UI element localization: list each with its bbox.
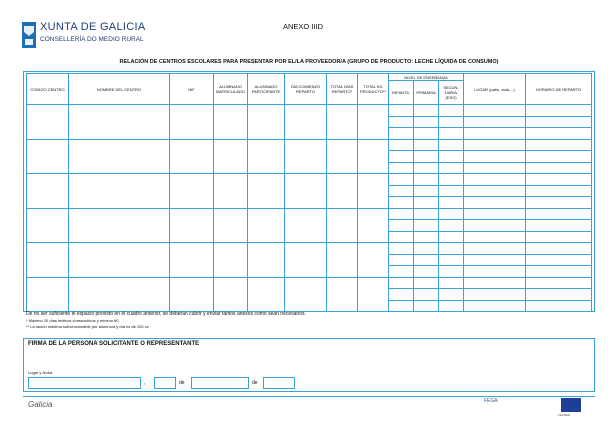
place-date-label: Lugar y fecha bbox=[28, 370, 53, 375]
month-field[interactable] bbox=[191, 377, 249, 389]
table-cell[interactable] bbox=[69, 139, 170, 174]
annex-title: ANEXO IIID bbox=[283, 22, 324, 31]
table-cell[interactable] bbox=[439, 231, 464, 243]
table-cell[interactable] bbox=[414, 174, 439, 186]
table-cell[interactable] bbox=[69, 105, 170, 140]
table-cell[interactable] bbox=[464, 220, 526, 232]
table-cell[interactable] bbox=[285, 277, 327, 312]
table-cell[interactable] bbox=[439, 266, 464, 278]
table-cell[interactable] bbox=[526, 151, 592, 163]
table-cell[interactable] bbox=[464, 128, 526, 140]
table-cell[interactable] bbox=[327, 105, 358, 140]
table-cell[interactable] bbox=[414, 185, 439, 197]
table-cell[interactable] bbox=[439, 139, 464, 151]
table-cell[interactable] bbox=[69, 208, 170, 243]
table-cell[interactable] bbox=[439, 162, 464, 174]
table-cell[interactable] bbox=[389, 116, 414, 128]
table-cell[interactable] bbox=[526, 197, 592, 209]
table-cell[interactable] bbox=[464, 105, 526, 117]
table-cell[interactable] bbox=[248, 243, 285, 278]
table-cell[interactable] bbox=[389, 266, 414, 278]
centers-table bbox=[26, 73, 592, 312]
table-cell[interactable] bbox=[358, 105, 389, 140]
col-dia-comienzo: DÍA COMIENZO REPARTO bbox=[285, 74, 327, 105]
table-cell[interactable] bbox=[464, 174, 526, 186]
table-cell[interactable] bbox=[414, 300, 439, 312]
table-row bbox=[27, 139, 592, 151]
xunta-logo-icon bbox=[22, 22, 36, 48]
col-nombre: NOMBRE DEL CENTRO bbox=[69, 74, 170, 105]
galicia-logo: Galicia bbox=[28, 400, 53, 409]
table-cell[interactable] bbox=[464, 162, 526, 174]
table-cell[interactable] bbox=[248, 174, 285, 209]
col-primaria: PRIMARIA bbox=[414, 81, 439, 105]
table-cell[interactable] bbox=[414, 266, 439, 278]
table-cell[interactable] bbox=[248, 208, 285, 243]
table-cell[interactable] bbox=[27, 105, 69, 140]
table-cell[interactable] bbox=[389, 220, 414, 232]
table-cell[interactable] bbox=[69, 277, 170, 312]
table-cell[interactable] bbox=[389, 174, 414, 186]
table-cell[interactable] bbox=[285, 243, 327, 278]
table-cell[interactable] bbox=[414, 208, 439, 220]
table-cell[interactable] bbox=[248, 139, 285, 174]
table-cell[interactable] bbox=[214, 208, 248, 243]
table-cell[interactable] bbox=[439, 277, 464, 289]
table-cell[interactable] bbox=[327, 277, 358, 312]
col-alumnado-matriculado: ALUMNADO MATRICULADO bbox=[214, 74, 248, 105]
table-cell[interactable] bbox=[69, 243, 170, 278]
table-cell[interactable] bbox=[464, 277, 526, 289]
table-cell[interactable] bbox=[526, 208, 592, 220]
table-cell[interactable] bbox=[526, 105, 592, 117]
table-cell[interactable] bbox=[464, 116, 526, 128]
table-cell[interactable] bbox=[464, 300, 526, 312]
fega-logo: FEGA bbox=[484, 398, 498, 404]
table-cell[interactable] bbox=[214, 174, 248, 209]
form-title: RELACIÓN DE CENTROS ESCOLARES PARA PRESENTAR POR EL/LA PROVEEDOR/A (GRUPO DE PRODUCTO: LECHE LÍQUIDA DE CONSUMO) bbox=[119, 59, 499, 65]
table-cell[interactable] bbox=[439, 289, 464, 301]
table-cell[interactable] bbox=[327, 208, 358, 243]
table-row bbox=[27, 174, 592, 186]
table-cell[interactable] bbox=[389, 105, 414, 117]
table-cell[interactable] bbox=[214, 277, 248, 312]
table-cell[interactable] bbox=[439, 243, 464, 255]
table-cell[interactable] bbox=[414, 289, 439, 301]
year-field[interactable] bbox=[263, 377, 295, 389]
org-name: XUNTA DE GALICIA bbox=[40, 21, 146, 33]
footer-divider bbox=[23, 396, 595, 397]
table-cell[interactable] bbox=[464, 139, 526, 151]
table-cell[interactable] bbox=[27, 243, 69, 278]
table-cell[interactable] bbox=[526, 162, 592, 174]
table-cell[interactable] bbox=[439, 128, 464, 140]
table-cell[interactable] bbox=[439, 197, 464, 209]
place-field[interactable] bbox=[28, 377, 141, 389]
table-row bbox=[27, 243, 592, 255]
table-cell[interactable] bbox=[358, 243, 389, 278]
table-cell[interactable] bbox=[327, 174, 358, 209]
table-cell[interactable] bbox=[27, 208, 69, 243]
table-cell[interactable] bbox=[526, 231, 592, 243]
table-cell[interactable] bbox=[358, 208, 389, 243]
table-cell[interactable] bbox=[526, 185, 592, 197]
table-cell[interactable] bbox=[526, 220, 592, 232]
table-cell[interactable] bbox=[389, 300, 414, 312]
table-cell[interactable] bbox=[170, 208, 214, 243]
table-cell[interactable] bbox=[414, 116, 439, 128]
table-cell[interactable] bbox=[526, 174, 592, 186]
table-cell[interactable] bbox=[526, 116, 592, 128]
table-cell[interactable] bbox=[464, 254, 526, 266]
col-total-dias: TOTAL DÍAS REPARTO* bbox=[327, 74, 358, 105]
table-cell[interactable] bbox=[439, 185, 464, 197]
eu-flag-icon bbox=[561, 398, 581, 412]
table-cell[interactable] bbox=[439, 208, 464, 220]
col-total-kg: TOTAL KG PRODUCTO** bbox=[358, 74, 389, 105]
table-cell[interactable] bbox=[439, 105, 464, 117]
table-cell[interactable] bbox=[464, 231, 526, 243]
notes bbox=[26, 311, 306, 330]
table-cell[interactable] bbox=[389, 197, 414, 209]
table-cell[interactable] bbox=[327, 243, 358, 278]
table-cell[interactable] bbox=[389, 128, 414, 140]
table-cell[interactable] bbox=[414, 105, 439, 117]
table-cell[interactable] bbox=[389, 162, 414, 174]
table-cell[interactable] bbox=[439, 151, 464, 163]
table-cell[interactable] bbox=[414, 151, 439, 163]
table-cell[interactable] bbox=[389, 139, 414, 151]
table-cell[interactable] bbox=[214, 105, 248, 140]
table-cell[interactable] bbox=[358, 277, 389, 312]
table-cell[interactable] bbox=[526, 289, 592, 301]
table-cell[interactable] bbox=[439, 300, 464, 312]
table-cell[interactable] bbox=[526, 139, 592, 151]
de-label-2: de bbox=[252, 380, 258, 386]
table-cell[interactable] bbox=[464, 243, 526, 255]
table-cell[interactable] bbox=[389, 231, 414, 243]
department-name: CONSELLERÍA DO MEDIO RURAL bbox=[40, 36, 144, 43]
table-cell[interactable] bbox=[414, 139, 439, 151]
table-row bbox=[27, 105, 592, 117]
table-cell[interactable] bbox=[327, 139, 358, 174]
table-cell[interactable] bbox=[389, 243, 414, 255]
table-cell[interactable] bbox=[526, 277, 592, 289]
table-cell[interactable] bbox=[170, 105, 214, 140]
table-cell[interactable] bbox=[285, 139, 327, 174]
table-cell[interactable] bbox=[414, 162, 439, 174]
table-cell[interactable] bbox=[170, 243, 214, 278]
col-nif: NIF bbox=[170, 74, 214, 105]
col-alumnado-participante: ALUMNADO PARTICIPANTE bbox=[248, 74, 285, 105]
table-cell[interactable] bbox=[69, 174, 170, 209]
col-codigo: CÓDIGO CENTRO bbox=[27, 74, 69, 105]
table-row bbox=[27, 277, 592, 289]
table-cell[interactable] bbox=[464, 208, 526, 220]
table-cell[interactable] bbox=[214, 139, 248, 174]
note-2: ** La ración máxima subvencionable por alumno/a y día es de 200 cc bbox=[26, 324, 149, 329]
signature-title: FIRMA DE LA PERSONA SOLICITANTE O REPRESENTANTE bbox=[28, 341, 200, 347]
table-cell[interactable] bbox=[526, 128, 592, 140]
table-cell[interactable] bbox=[27, 174, 69, 209]
table-row bbox=[27, 208, 592, 220]
table-cell[interactable] bbox=[389, 254, 414, 266]
table-cell[interactable] bbox=[389, 151, 414, 163]
table-cell[interactable] bbox=[414, 197, 439, 209]
table-cell[interactable] bbox=[414, 231, 439, 243]
table-cell[interactable] bbox=[389, 185, 414, 197]
table-cell[interactable] bbox=[526, 254, 592, 266]
col-infantil: INFANTIL bbox=[389, 81, 414, 105]
table-cell[interactable] bbox=[27, 277, 69, 312]
comma-separator: , bbox=[144, 380, 146, 386]
table-cell[interactable] bbox=[414, 243, 439, 255]
table-cell[interactable] bbox=[389, 277, 414, 289]
table-cell[interactable] bbox=[439, 220, 464, 232]
table-cell[interactable] bbox=[526, 243, 592, 255]
table-cell[interactable] bbox=[526, 266, 592, 278]
table-cell[interactable] bbox=[464, 266, 526, 278]
table-cell[interactable] bbox=[170, 139, 214, 174]
table-cell[interactable] bbox=[358, 174, 389, 209]
col-lugar: LUGAR (patio, aula,...) bbox=[464, 74, 526, 105]
table-cell[interactable] bbox=[464, 185, 526, 197]
table-cell[interactable] bbox=[389, 208, 414, 220]
col-secundaria: SECUN-DARIA (ESO) bbox=[439, 81, 464, 105]
table-cell[interactable] bbox=[170, 174, 214, 209]
table-cell[interactable] bbox=[170, 277, 214, 312]
table-cell[interactable] bbox=[27, 139, 69, 174]
table-cell[interactable] bbox=[414, 220, 439, 232]
eu-label: FEADER bbox=[558, 413, 571, 417]
col-nivel: NIVEL DE ENSEÑANZA bbox=[389, 74, 464, 81]
table-cell[interactable] bbox=[389, 289, 414, 301]
table-cell[interactable] bbox=[439, 116, 464, 128]
table-cell[interactable] bbox=[526, 300, 592, 312]
note-1: * Máximo 20 días lectivos consecutivos y mínimo 60 bbox=[26, 318, 119, 323]
table-cell[interactable] bbox=[285, 208, 327, 243]
table-cell[interactable] bbox=[214, 243, 248, 278]
table-cell[interactable] bbox=[464, 197, 526, 209]
table-cell[interactable] bbox=[414, 254, 439, 266]
day-field[interactable] bbox=[154, 377, 176, 389]
table-cell[interactable] bbox=[414, 277, 439, 289]
table-cell[interactable] bbox=[414, 128, 439, 140]
table-cell[interactable] bbox=[464, 151, 526, 163]
table-cell[interactable] bbox=[464, 289, 526, 301]
note-main: De no ser suficiente el espacio previsto en el cuadro anterior, se deberán cubrir y enviar tantos anexos como sean necesarios. bbox=[26, 311, 306, 317]
table-cell[interactable] bbox=[285, 174, 327, 209]
col-horario: HORARIO DE REPARTO bbox=[526, 74, 592, 105]
table-cell[interactable] bbox=[248, 277, 285, 312]
table-cell[interactable] bbox=[439, 254, 464, 266]
table-cell[interactable] bbox=[358, 139, 389, 174]
table-cell[interactable] bbox=[439, 174, 464, 186]
table-cell[interactable] bbox=[248, 105, 285, 140]
table-cell[interactable] bbox=[285, 105, 327, 140]
de-label-1: de bbox=[179, 380, 185, 386]
